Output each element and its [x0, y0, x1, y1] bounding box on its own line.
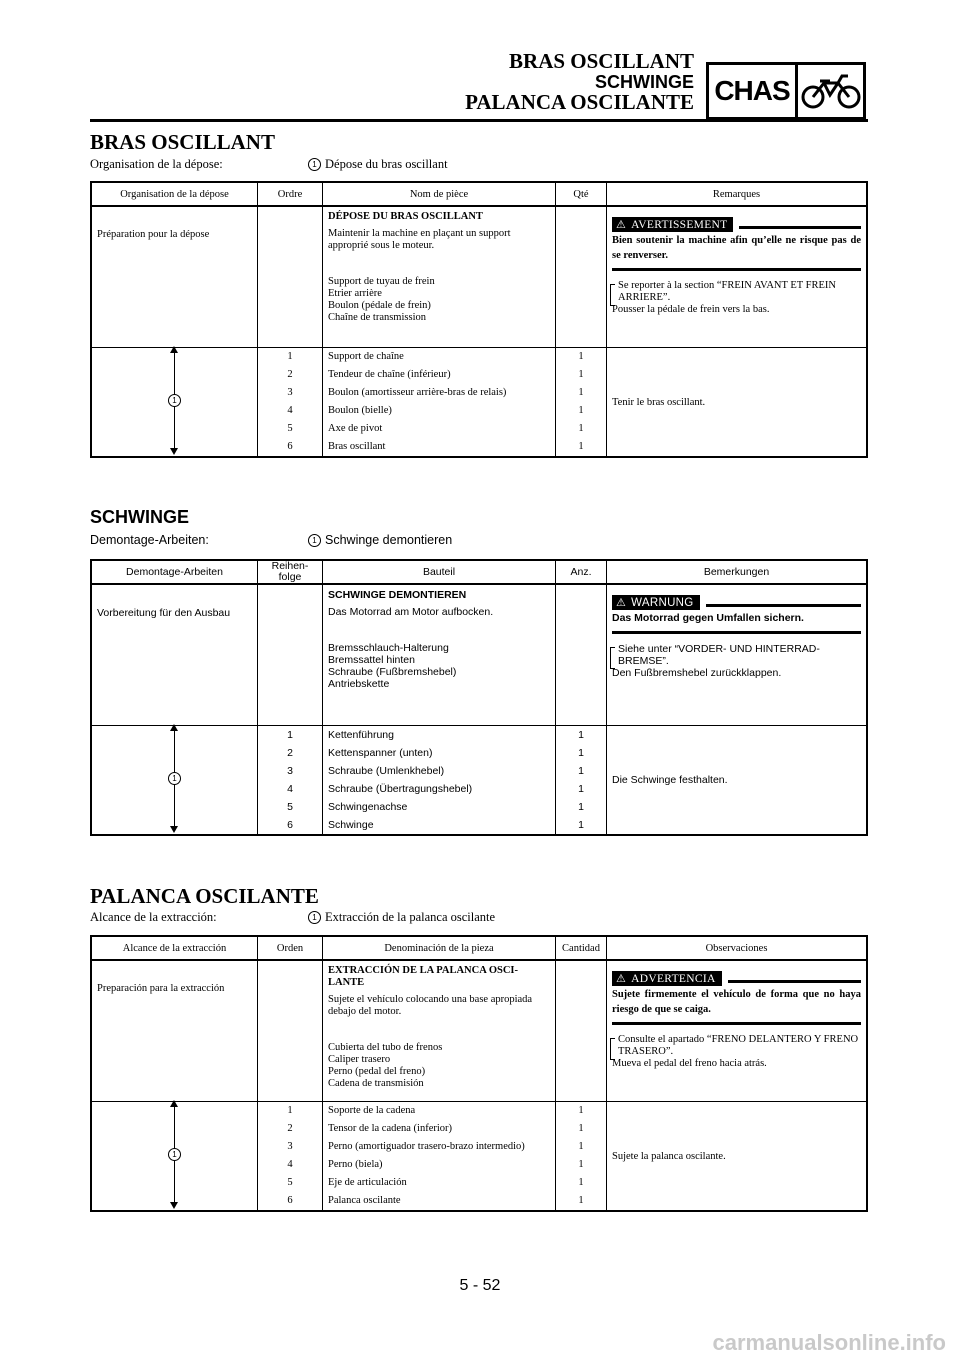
prep-remarks: [607, 206, 868, 348]
item-name: Axe de pivot: [328, 423, 383, 434]
item-qty: 1: [578, 783, 584, 795]
item-name: Soporte de la cadena: [328, 1105, 416, 1116]
item-order: 5: [287, 801, 293, 813]
column-header: Anz.: [556, 560, 607, 584]
organisation-step-text: Extracción de la palanca oscilante: [325, 910, 496, 924]
table-row: [91, 206, 867, 348]
prep-remarks: [607, 584, 868, 726]
item-qty: 1: [578, 351, 584, 362]
organisation-step-text: Dépose du bras oscillant: [325, 157, 448, 171]
group-number: 1: [168, 772, 181, 785]
item-remark: Die Schwinge festhalten.: [612, 774, 728, 786]
section-heading: BRAS OSCILLANT: [90, 130, 275, 154]
item-name: Perno (biela): [328, 1159, 383, 1170]
prep-cell: [91, 584, 258, 726]
table-row: [91, 584, 867, 726]
item-qty: 1: [578, 1159, 584, 1170]
prep-part: Bremsschlauch-Halterung: [328, 642, 449, 654]
organisation-label: Alcance de la extracción:: [90, 910, 217, 924]
item-name: Palanca oscilante: [328, 1195, 401, 1206]
column-header: Organisation de la dépose: [91, 182, 258, 206]
group-number: 1: [168, 1148, 181, 1161]
warning-icon: ⚠: [616, 973, 627, 985]
item-qty: 1: [578, 747, 584, 759]
prep-title: DÉPOSE DU BRAS OSCILLANT: [328, 211, 483, 222]
reference-text: Se reporter à la section “FREIN AVANT ET FREIN ARRIERE”.: [612, 280, 861, 304]
item-qty: 1: [578, 1177, 584, 1188]
item-order: 3: [287, 765, 293, 777]
page-number: 5 - 52: [459, 1277, 501, 1294]
table-header-row: [91, 936, 867, 960]
organisation-step-text: Schwinge demontieren: [325, 533, 453, 547]
column-header: Remarques: [607, 182, 868, 206]
table-header-row: [91, 182, 867, 206]
table-row: [91, 726, 867, 836]
column-header: Orden: [258, 936, 323, 960]
warning-badge: ⚠ WARNUNG: [612, 595, 700, 610]
prep-part: Bremssattel hinten: [328, 654, 415, 666]
item-qty: 1: [578, 369, 584, 380]
prep-label: Preparación para la extracción: [97, 983, 225, 994]
step-number: 1: [308, 911, 321, 924]
reference-text-2: Pousser la pédale de frein vers la bas.: [612, 304, 770, 315]
item-qty: 1: [578, 423, 584, 434]
table-row: [91, 960, 867, 1102]
prep-title: EXTRACCIÓN DE LA PALANCA OSCI-LANTE: [328, 965, 518, 988]
prep-desc: [323, 206, 556, 348]
column-header: Bemerkungen: [607, 560, 868, 584]
item-order: 2: [287, 747, 293, 759]
item-name: Perno (amortiguador trasero-brazo intermedio): [328, 1141, 525, 1152]
item-remark: Tenir le bras oscillant.: [612, 396, 706, 408]
warning-text: Bien soutenir la machine afin qu’elle ne risque pas de se renverser.: [612, 235, 861, 261]
warning-text: Das Motorrad gegen Umfallen sichern.: [612, 612, 804, 624]
column-header: Qté: [556, 182, 607, 206]
item-order: 6: [287, 819, 293, 831]
table-header-row: [91, 560, 867, 584]
section-heading: SCHWINGE: [90, 507, 189, 527]
item-order: 2: [287, 369, 293, 380]
item-name: Kettenspanner (unten): [328, 747, 433, 759]
item-order: 5: [287, 423, 293, 434]
item-order: 4: [287, 405, 293, 416]
prep-remarks: [607, 960, 868, 1102]
item-qty: 1: [578, 819, 584, 831]
prep-part: Chaîne de transmission: [328, 312, 426, 323]
column-header: Bauteil: [323, 560, 556, 584]
item-order: 1: [287, 351, 293, 362]
item-order: 4: [287, 783, 293, 795]
item-remark: Sujete la palanca oscilante.: [612, 1150, 726, 1162]
header-title-3: PALANCA OSCILANTE: [465, 90, 694, 114]
column-header: Nom de pièce: [323, 182, 556, 206]
prep-part: Etrier arrière: [328, 288, 382, 299]
item-qty: 1: [578, 387, 584, 398]
motorcycle-icon: [798, 65, 863, 117]
column-header: Ordre: [258, 182, 323, 206]
prep-part: Schraube (Fußbremshebel): [328, 666, 457, 678]
item-name: Schwingenachse: [328, 801, 408, 813]
prep-label: Préparation pour la dépose: [97, 229, 210, 240]
prep-part: Cubierta del tubo de frenos: [328, 1042, 443, 1053]
item-name: Kettenführung: [328, 729, 394, 741]
chas-label: CHAS: [709, 65, 798, 117]
item-qty: 1: [578, 405, 584, 416]
item-name: Schwinge: [328, 819, 374, 831]
column-header: Reihen- folge: [258, 560, 323, 584]
item-order: 6: [287, 1195, 293, 1206]
warning-icon: ⚠: [616, 219, 627, 231]
organisation-line: [90, 533, 790, 547]
item-qty: 1: [578, 765, 584, 777]
procedure-table: [90, 559, 868, 836]
item-name: Schraube (Übertragungshebel): [328, 783, 473, 795]
item-name: Eje de articulación: [328, 1177, 407, 1188]
prep-part: Perno (pedal del freno): [328, 1066, 426, 1077]
prep-cell: [91, 206, 258, 348]
prep-label: Vorbereitung für den Ausbau: [97, 607, 231, 619]
reference-text-2: Den Fußbremshebel zurückklappen.: [612, 667, 782, 679]
item-order: 6: [287, 441, 293, 452]
header-title-2: SCHWINGE: [595, 72, 694, 92]
item-order: 2: [287, 1123, 293, 1134]
item-order: 3: [287, 1141, 293, 1152]
item-qty: 1: [578, 729, 584, 741]
prep-part: Boulon (pédale de frein): [328, 300, 431, 311]
prep-part: Cadena de transmisión: [328, 1078, 424, 1089]
item-name: Bras oscillant: [328, 441, 386, 452]
organisation-line: [90, 157, 790, 172]
organisation-step: [308, 533, 452, 547]
header-title-1: BRAS OSCILLANT: [509, 49, 694, 73]
reference-text: Consulte el apartado “FRENO DELANTERO Y FRENO TRASERO”.: [612, 1034, 861, 1058]
item-qty: 1: [578, 1123, 584, 1134]
reference-text: Siehe unter “VORDER- UND HINTERRAD-BREMSE”.: [612, 643, 861, 667]
item-order: 1: [287, 729, 293, 741]
prep-text: Sujete el vehículo colocando una base apropiada debajo del motor.: [328, 994, 533, 1017]
organisation-step: [308, 157, 448, 172]
procedure-table: [90, 935, 868, 1212]
item-order: 3: [287, 387, 293, 398]
prep-desc: [323, 584, 556, 726]
prep-part: Antriebskette: [328, 678, 390, 690]
procedure-table: [90, 181, 868, 458]
item-order: 1: [287, 1105, 293, 1116]
item-name: Schraube (Umlenkhebel): [328, 765, 445, 777]
reference-text-2: Mueva el pedal del freno hacia atrás.: [612, 1058, 767, 1069]
section-heading: PALANCA OSCILANTE: [90, 884, 319, 908]
chas-badge: [706, 62, 866, 120]
item-qty: 1: [578, 1141, 584, 1152]
warning-text: Sujete firmemente el vehículo de forma que no haya riesgo de que se caiga.: [612, 989, 861, 1015]
column-header: Demontage-Arbeiten: [91, 560, 258, 584]
step-number: 1: [308, 158, 321, 171]
prep-text: Das Motorrad am Motor aufbocken.: [328, 606, 494, 618]
column-header: Cantidad: [556, 936, 607, 960]
column-header: Alcance de la extracción: [91, 936, 258, 960]
item-qty: 1: [578, 441, 584, 452]
item-name: Tensor de la cadena (inferior): [328, 1123, 453, 1134]
prep-part: Caliper trasero: [328, 1054, 391, 1065]
column-header: Observaciones: [607, 936, 868, 960]
item-qty: 1: [578, 801, 584, 813]
item-order: 5: [287, 1177, 293, 1188]
watermark: carmanualsonline.info: [712, 1330, 946, 1355]
item-name: Support de chaîne: [328, 351, 404, 362]
table-row: [91, 348, 867, 458]
warning-icon: ⚠: [616, 597, 627, 609]
organisation-step: [308, 910, 495, 925]
prep-cell: [91, 960, 258, 1102]
organisation-line: [90, 910, 790, 925]
item-qty: 1: [578, 1105, 584, 1116]
prep-text: Maintenir la machine en plaçant un support approprié sous le moteur.: [328, 228, 511, 251]
prep-title: SCHWINGE DEMONTIEREN: [328, 589, 467, 601]
warning-badge: ⚠ ADVERTENCIA: [612, 971, 722, 986]
prep-desc: [323, 960, 556, 1102]
group-number: 1: [168, 394, 181, 407]
step-number: 1: [308, 534, 321, 547]
organisation-label: Demontage-Arbeiten:: [90, 533, 209, 547]
prep-part: Support de tuyau de frein: [328, 276, 435, 287]
item-qty: 1: [578, 1195, 584, 1206]
organisation-label: Organisation de la dépose:: [90, 157, 223, 171]
table-row: [91, 1102, 867, 1212]
item-name: Tendeur de chaîne (inférieur): [328, 369, 451, 380]
item-order: 4: [287, 1159, 293, 1170]
item-name: Boulon (amortisseur arrière-bras de relais): [328, 387, 507, 398]
warning-badge: ⚠ AVERTISSEMENT: [612, 217, 733, 232]
item-name: Boulon (bielle): [328, 405, 392, 416]
column-header: Denominación de la pieza: [323, 936, 556, 960]
